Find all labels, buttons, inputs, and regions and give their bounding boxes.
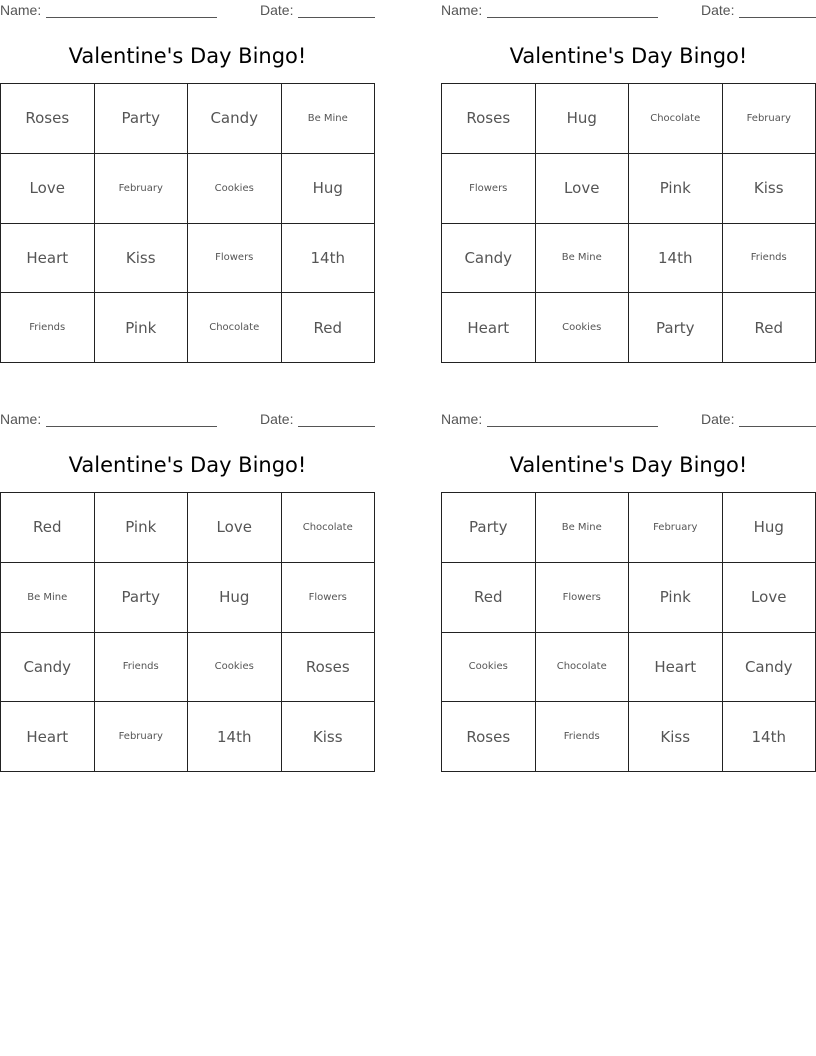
name-date-row <box>0 2 375 20</box>
bingo-cell: Party <box>629 293 723 363</box>
bingo-cell: Chocolate <box>188 293 282 363</box>
bingo-card <box>0 409 375 774</box>
bingo-cell: Red <box>723 293 816 363</box>
bingo-cell: Heart <box>1 224 95 294</box>
name-blank-line <box>46 17 217 18</box>
bingo-cell: February <box>629 493 723 563</box>
bingo-cell: Chocolate <box>536 633 630 703</box>
bingo-cell: Pink <box>629 154 723 224</box>
name-date-row <box>0 411 375 429</box>
date-blank-line <box>739 17 816 18</box>
bingo-cell: Candy <box>1 633 95 703</box>
name-blank-line <box>46 426 217 427</box>
bingo-cell: Heart <box>442 293 536 363</box>
name-date-row <box>441 411 816 429</box>
bingo-cell: Friends <box>723 224 816 294</box>
date-label: Date: <box>260 2 294 18</box>
bingo-cell: Candy <box>188 84 282 154</box>
bingo-cell: Hug <box>188 563 282 633</box>
bingo-cell: Hug <box>282 154 376 224</box>
date-label: Date: <box>701 2 735 18</box>
bingo-cell: Party <box>95 84 189 154</box>
bingo-cell: Flowers <box>442 154 536 224</box>
bingo-cell: Cookies <box>536 293 630 363</box>
name-label: Name: <box>0 411 42 427</box>
bingo-grid <box>0 83 375 363</box>
bingo-cell: Love <box>723 563 816 633</box>
bingo-cell: Party <box>95 563 189 633</box>
bingo-cell: Flowers <box>188 224 282 294</box>
bingo-cell: Red <box>1 493 95 563</box>
bingo-cell: Roses <box>442 702 536 772</box>
card-title: Valentine's Day Bingo! <box>509 44 748 68</box>
bingo-cell: Love <box>188 493 282 563</box>
bingo-cell: Kiss <box>723 154 816 224</box>
bingo-cell: Party <box>442 493 536 563</box>
bingo-cell: Roses <box>282 633 376 703</box>
bingo-cell: Cookies <box>188 154 282 224</box>
bingo-cell: Cookies <box>188 633 282 703</box>
bingo-cell: Friends <box>536 702 630 772</box>
bingo-cell: Heart <box>1 702 95 772</box>
bingo-card <box>441 409 816 774</box>
bingo-cell: Love <box>536 154 630 224</box>
date-label: Date: <box>260 411 294 427</box>
name-date-row <box>441 2 816 20</box>
bingo-grid <box>441 83 816 363</box>
name-label: Name: <box>441 2 483 18</box>
card-title: Valentine's Day Bingo! <box>68 453 307 477</box>
bingo-cell: Be Mine <box>1 563 95 633</box>
bingo-cell: Flowers <box>536 563 630 633</box>
bingo-card <box>0 0 375 365</box>
bingo-cell: Love <box>1 154 95 224</box>
bingo-cell: Friends <box>1 293 95 363</box>
bingo-cell: Be Mine <box>536 493 630 563</box>
bingo-grid <box>441 492 816 772</box>
bingo-cell: Flowers <box>282 563 376 633</box>
bingo-cell: February <box>723 84 816 154</box>
bingo-cell: Red <box>282 293 376 363</box>
bingo-cell: Roses <box>442 84 536 154</box>
bingo-cell: Roses <box>1 84 95 154</box>
bingo-cell: Friends <box>95 633 189 703</box>
bingo-cell: Hug <box>536 84 630 154</box>
bingo-cell: Chocolate <box>629 84 723 154</box>
bingo-cell: Red <box>442 563 536 633</box>
bingo-cell: 14th <box>188 702 282 772</box>
bingo-cell: February <box>95 702 189 772</box>
bingo-cell: 14th <box>629 224 723 294</box>
bingo-cell: Heart <box>629 633 723 703</box>
bingo-cell: Kiss <box>282 702 376 772</box>
bingo-cell: Chocolate <box>282 493 376 563</box>
bingo-cell: Pink <box>95 293 189 363</box>
name-label: Name: <box>0 2 42 18</box>
bingo-cell: February <box>95 154 189 224</box>
bingo-cell: Candy <box>442 224 536 294</box>
bingo-cell: Kiss <box>95 224 189 294</box>
date-blank-line <box>298 426 375 427</box>
card-title: Valentine's Day Bingo! <box>509 453 748 477</box>
bingo-grid <box>0 492 375 772</box>
bingo-cell: 14th <box>282 224 376 294</box>
bingo-cell: Cookies <box>442 633 536 703</box>
date-blank-line <box>298 17 375 18</box>
bingo-card <box>441 0 816 365</box>
bingo-cell: Be Mine <box>282 84 376 154</box>
bingo-cell: Hug <box>723 493 816 563</box>
bingo-cell: Pink <box>95 493 189 563</box>
bingo-cell: Kiss <box>629 702 723 772</box>
date-blank-line <box>739 426 816 427</box>
name-blank-line <box>487 17 658 18</box>
date-label: Date: <box>701 411 735 427</box>
bingo-cell: Be Mine <box>536 224 630 294</box>
bingo-cell: Candy <box>723 633 816 703</box>
name-blank-line <box>487 426 658 427</box>
bingo-cell: 14th <box>723 702 816 772</box>
name-label: Name: <box>441 411 483 427</box>
card-title: Valentine's Day Bingo! <box>68 44 307 68</box>
bingo-cell: Pink <box>629 563 723 633</box>
